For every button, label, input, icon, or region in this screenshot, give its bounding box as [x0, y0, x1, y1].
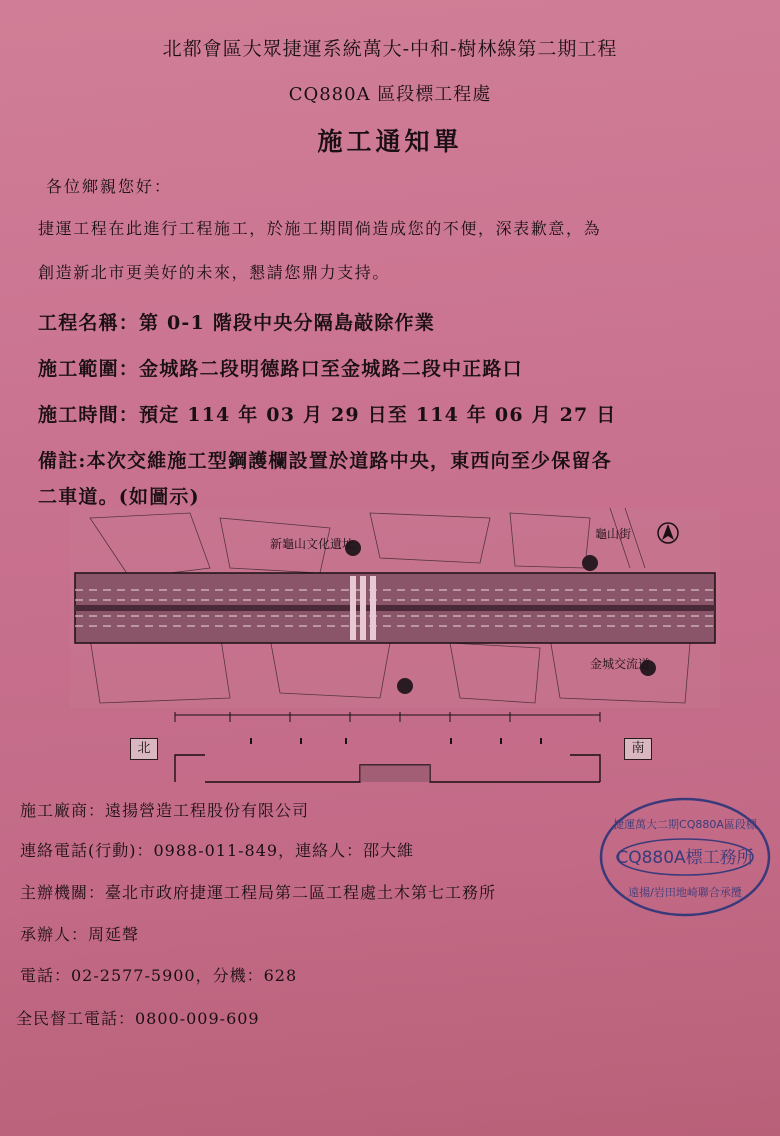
construction-scope: 施工範圍：金城路二段明德路口至金城路二段中正路口	[38, 358, 523, 380]
south-label: 南	[624, 738, 652, 760]
header-line2: CQ880A 區段標工程處	[288, 84, 492, 105]
project-name: 工程名稱：第 0-1 階段中央分隔島敲除作業	[38, 312, 435, 334]
remark-line1: 備註:本次交維施工型鋼護欄設置於道路中央，東西向至少保留各	[38, 450, 612, 472]
road-cross-section	[130, 710, 650, 790]
map-label-exchange: 金城交流道	[590, 657, 651, 671]
contractor: 施工廠商：遠揚營造工程股份有限公司	[20, 801, 310, 820]
contact-phone: 連絡電話(行動)：0988-011-849，連絡人：邵大維	[20, 841, 415, 860]
handler: 承辦人：周延聲	[20, 925, 140, 944]
supervision-hotline: 全民督工電話：0800-009-609	[16, 1009, 260, 1028]
notice-title: 施工通知單	[317, 127, 463, 156]
office-tel: 電話：02-2577-5900，分機：628	[20, 966, 298, 985]
stamp-bottom-text: 遠揚/岩田地崎聯合承攬	[628, 886, 742, 899]
header-line1: 北都會區大眾捷運系統萬大-中和-樹林線第二期工程	[162, 38, 618, 60]
north-label: 北	[130, 738, 158, 760]
authority: 主辦機關：臺北市政府捷運工程局第二區工程處土木第七工務所	[20, 883, 497, 902]
map-label-street: 龜山街	[595, 527, 632, 541]
stamp-middle-text: CQ880A標工務所	[616, 848, 754, 868]
remark-line2: 二車道。(如圖示)	[38, 486, 200, 508]
map-label-heritage: 新龜山文化遺址	[270, 537, 355, 551]
official-stamp	[598, 796, 772, 918]
stamp-top-text: 捷運萬大二期CQ880A區段標	[613, 818, 757, 831]
greeting: 各位鄉親您好：	[46, 177, 173, 196]
body-paragraph-line1: 捷運工程在此進行工程施工，於施工期間倘造成您的不便，深表歉意，為	[38, 219, 602, 238]
construction-period: 施工時間：預定 114 年 03 月 29 日至 114 年 06 月 27 日	[38, 404, 617, 426]
site-plan-map	[70, 508, 720, 708]
body-paragraph-line2: 創造新北市更美好的未來，懇請您鼎力支持。	[38, 263, 391, 282]
